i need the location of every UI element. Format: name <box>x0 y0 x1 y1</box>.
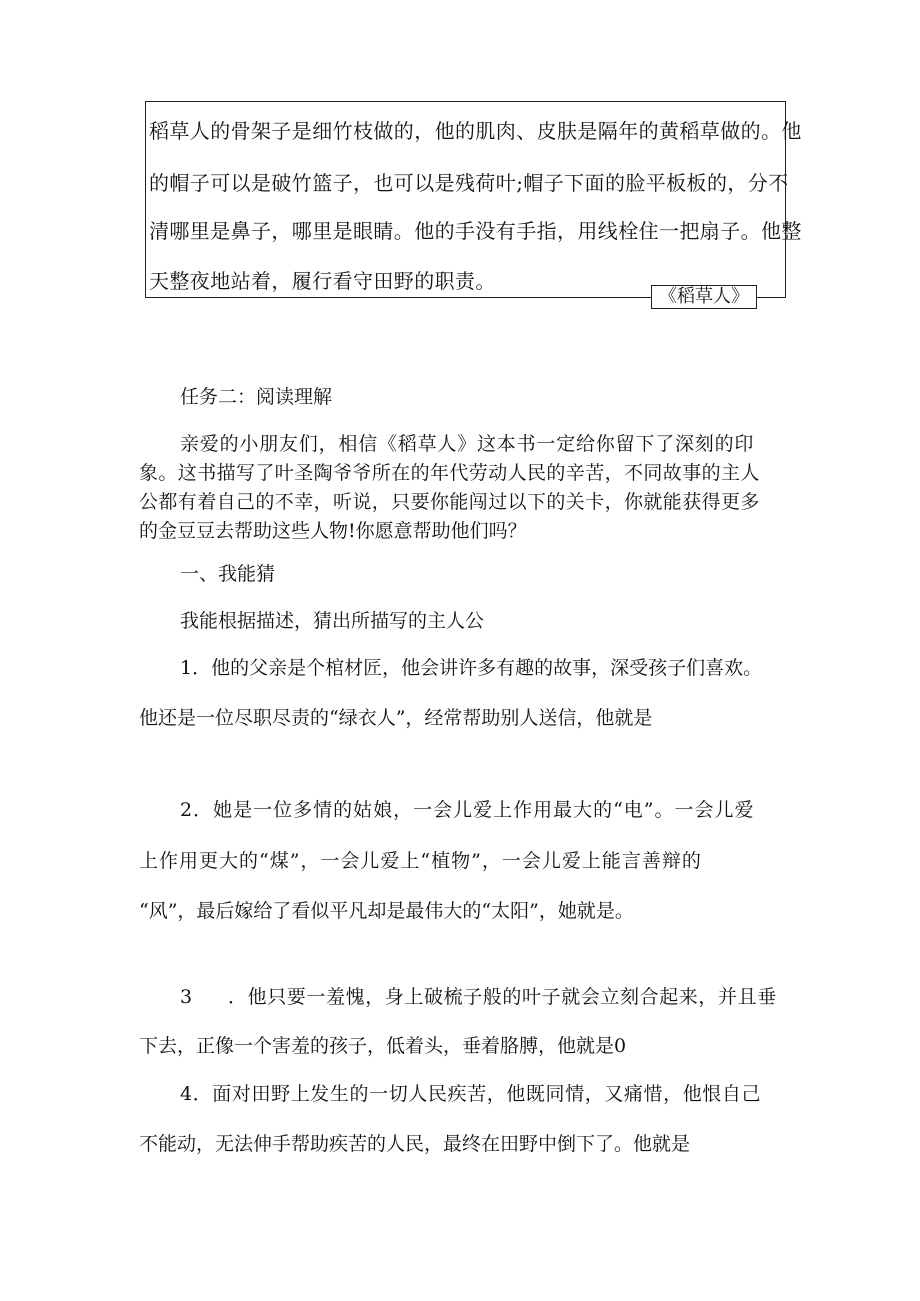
question-3-line: 下去，正像一个害羞的孩子，低着头，垂着胳膊，他就是0 <box>139 1035 627 1057</box>
intro-line: 的金豆豆去帮助这些人物!你愿意帮助他们吗？ <box>139 520 527 542</box>
question-3-line: ．他只要一羞愧，身上破梳子般的叶子就会立刻合起来，并且垂 <box>228 986 777 1008</box>
intro-line: 公都有着自己的不幸，听说，只要你能闯过以下的关卡，你就能获得更多 <box>139 491 760 513</box>
question-2-line: 2．她是一位多情的姑娘，一会儿爱上作用最大的“电”。一会儿爱 <box>180 799 755 821</box>
excerpt-source: 《稻草人》 <box>651 285 757 309</box>
section-title: 一、我能猜 <box>180 563 276 585</box>
intro-line: 象。这书描写了叶圣陶爷爷所在的年代劳动人民的辛苦，不同故事的主人 <box>139 462 760 484</box>
question-1-line: 1．他的父亲是个棺材匠，他会讲许多有趣的故事，深受孩子们喜欢。 <box>180 657 763 679</box>
intro-line: 亲爱的小朋友们，相信《稻草人》这本书一定给你留下了深刻的印 <box>180 433 755 455</box>
excerpt-line: 的帽子可以是破竹篮子，也可以是残荷叶;帽子下面的脸平板板的，分不 <box>149 171 789 195</box>
section-instruction: 我能根据描述，猜出所描写的主人公 <box>180 610 485 632</box>
question-1-line: 他还是一位尽职尽责的“绿衣人”，经常帮助别人送信，他就是 <box>139 707 653 729</box>
excerpt-line: 稻草人的骨架子是细竹枝做的，他的肌肉、皮肤是隔年的黄稻草做的。他 <box>149 119 802 143</box>
question-2-line: “风”，最后嫁给了看似平凡却是最伟大的“太阳”，她就是。 <box>139 900 634 922</box>
excerpt-line: 清哪里是鼻子，哪里是眼睛。他的手没有手指，用线栓住一把扇子。他整 <box>149 219 802 243</box>
question-2-line: 上作用更大的“煤”，一会儿爱上“植物”，一会儿爱上能言善辩的 <box>139 850 702 872</box>
excerpt-line: 天整夜地站着，履行看守田野的职责。 <box>149 269 496 293</box>
question-4-line: 不能动，无法伸手帮助疾苦的人民，最终在田野中倒下了。他就是 <box>139 1133 691 1155</box>
question-3-number: 3 <box>180 986 193 1008</box>
task-title: 任务二：阅读理解 <box>180 386 333 408</box>
question-4-line: 4．面对田野上发生的一切人民疾苦，他既同情，又痛惜，他恨自己 <box>180 1083 762 1105</box>
